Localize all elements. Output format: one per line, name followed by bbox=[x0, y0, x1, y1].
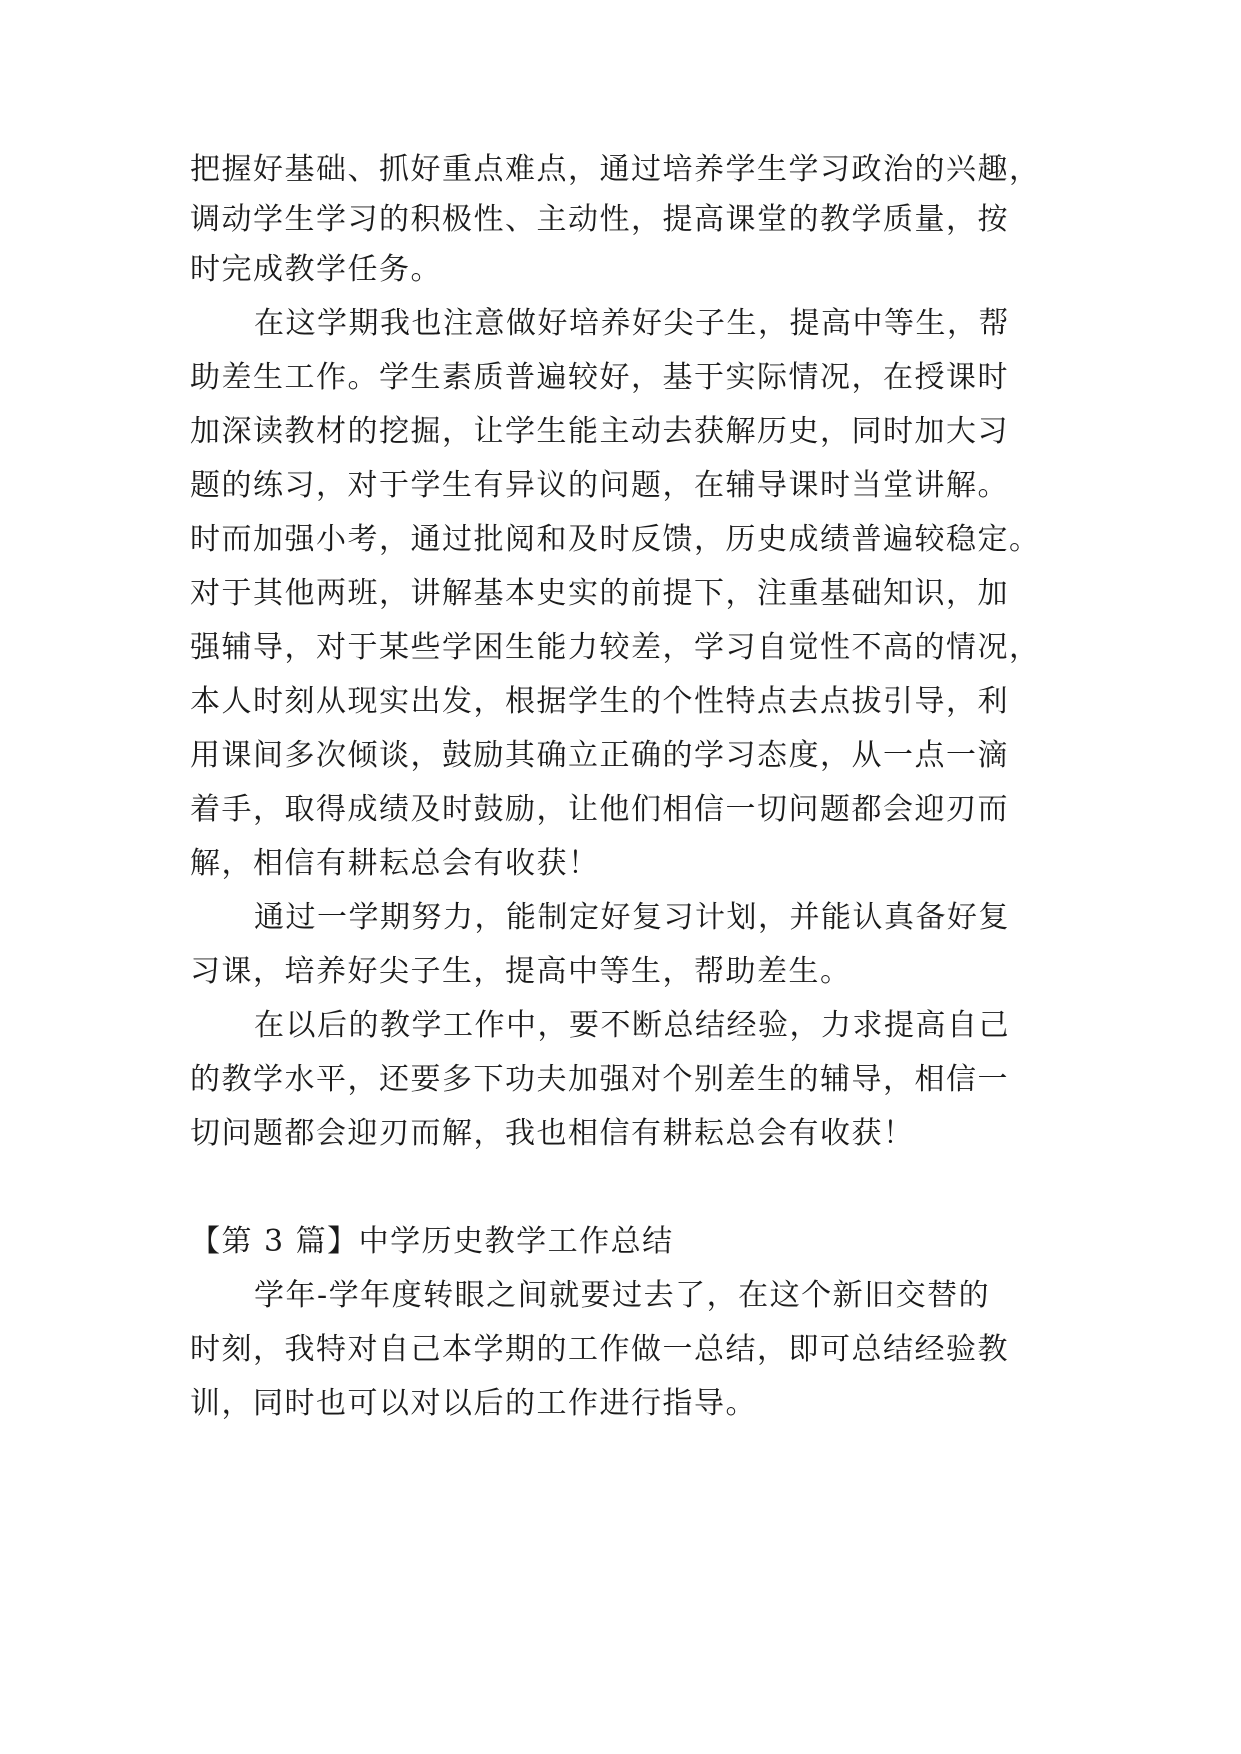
text-line: 助差生工作。学生素质普遍较好，基于实际情况，在授课时 bbox=[190, 360, 1009, 395]
text-line: 习课，培养好尖子生，提高中等生，帮助差生。 bbox=[190, 954, 852, 989]
text-line: 通过一学期努力，能制定好复习计划，并能认真备好复 bbox=[254, 900, 1010, 935]
text-line: 用课间多次倾谈，鼓励其确立正确的学习态度，从一点一滴 bbox=[190, 738, 1009, 773]
text-line: 在以后的教学工作中，要不断总结经验，力求提高自己 bbox=[254, 1008, 1010, 1043]
text-line: 学年-学年度转眼之间就要过去了，在这个新旧交替的 bbox=[254, 1278, 991, 1313]
text-line: 把握好基础、抓好重点难点，通过培养学生学习政治的兴趣， bbox=[190, 152, 1041, 187]
text-line: 题的练习，对于学生有异议的问题，在辅导课时当堂讲解。 bbox=[190, 468, 1009, 503]
text-line: 训，同时也可以对以后的工作进行指导。 bbox=[190, 1386, 757, 1421]
section-heading: 【第 3 篇】中学历史教学工作总结 bbox=[190, 1224, 674, 1259]
text-line: 加深读教材的挖掘，让学生能主动去获解历史，同时加大习 bbox=[190, 414, 1009, 449]
text-line: 解，相信有耕耘总会有收获！ bbox=[190, 846, 600, 881]
text-line: 对于其他两班，讲解基本史实的前提下，注重基础知识，加 bbox=[190, 576, 1009, 611]
text-line: 切问题都会迎刃而解，我也相信有耕耘总会有收获！ bbox=[190, 1116, 915, 1151]
text-line: 时而加强小考，通过批阅和及时反馈，历史成绩普遍较稳定。 bbox=[190, 522, 1041, 557]
text-line: 调动学生学习的积极性、主动性，提高课堂的教学质量，按 bbox=[190, 202, 1009, 237]
text-line: 着手，取得成绩及时鼓励，让他们相信一切问题都会迎刃而 bbox=[190, 792, 1009, 827]
text-line: 强辅导，对于某些学困生能力较差，学习自觉性不高的情况， bbox=[190, 630, 1041, 665]
text-line: 时刻，我特对自己本学期的工作做一总结，即可总结经验教 bbox=[190, 1332, 1009, 1367]
text-line: 在这学期我也注意做好培养好尖子生，提高中等生，帮 bbox=[254, 306, 1010, 341]
text-line: 本人时刻从现实出发，根据学生的个性特点去点拔引导，利 bbox=[190, 684, 1009, 719]
text-line: 时完成教学任务。 bbox=[190, 252, 442, 287]
text-line: 的教学水平，还要多下功夫加强对个别差生的辅导，相信一 bbox=[190, 1062, 1009, 1097]
